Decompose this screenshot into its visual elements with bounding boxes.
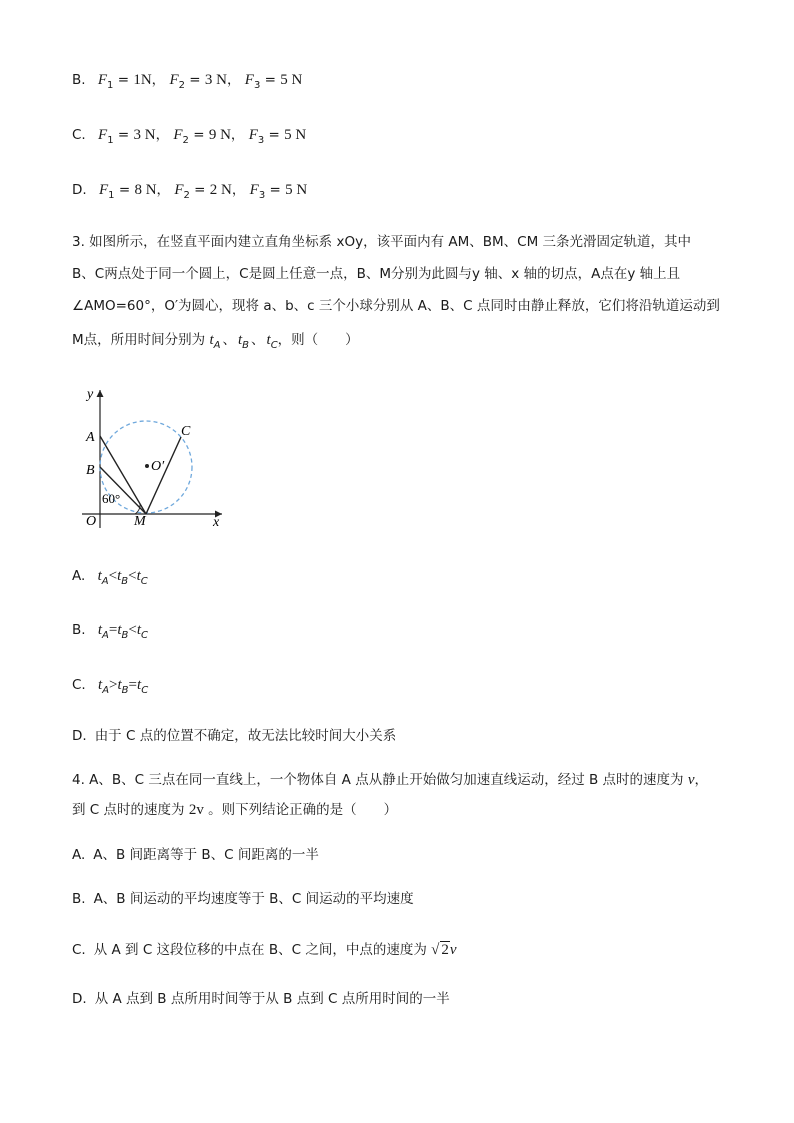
x-axis-label: x [213, 515, 220, 530]
point-a-label: A [86, 430, 95, 445]
q4-option-c: C. 从 A 到 C 这段位移的中点在 B、C 之间，中点的速度为 √ 2v [72, 942, 457, 958]
track-cm [146, 437, 181, 514]
y-axis-label: y [87, 387, 94, 402]
angle-label: 60° [102, 491, 121, 506]
q3-option-c: C. $t_A>t_B=t_C$ [72, 677, 149, 696]
q4-stem-line-1: 4. A、B、C 三点在同一直线上，一个物体自 A 点从静止开始做匀加速直线运动，经过 B 点时的速度为 v， [72, 772, 709, 788]
q3-stem-line-3: ∠AMO=60°，O′为圆心，现将 a、b、c 三个小球分别从 A、B、C 点同时由静止释放，它们将沿轨道运动到 [72, 298, 720, 314]
q4-option-b: B. A、B 间运动的平均速度等于 B、C 间运动的平均速度 [72, 891, 414, 907]
point-c-label: C [181, 424, 191, 439]
q3-option-b: B. $t_A=t_B<t_C$ [72, 622, 149, 641]
point-m-label: M [134, 514, 146, 529]
q4-stem-line-2: 到 C 点时的速度为 2v 。则下列结论正确的是（ ） [72, 802, 398, 818]
point-b-label: B [86, 463, 95, 478]
q3-figure [72, 380, 232, 530]
origin-label: O [86, 514, 97, 529]
center-label: O′ [151, 459, 165, 474]
q2-option-c: C. $F_1 = 3$ N， $F_2 = 9$ N， $F_3 = 5$ N [72, 127, 307, 146]
q3-stem-line-4: M点，所用时间分别为 $t_A$ 、 $t_B$ 、 $t_C$，则（ ） [72, 332, 359, 351]
q4-option-a: A. A、B 间距离等于 B、C 间距离的一半 [72, 847, 319, 863]
q3-option-a: A. $t_A<t_B<t_C$ [72, 568, 148, 587]
center-point [145, 464, 149, 468]
q3-stem-line-1: 3. 如图所示，在竖直平面内建立直角坐标系 xOy，该平面内有 AM、BM、CM 三条光滑固定轨道，其中 [72, 234, 692, 250]
q2-option-d: D. $F_1 = 8$ N， $F_2 = 2$ N， $F_3 = 5$ N [72, 182, 308, 201]
q4-option-d: D. 从 A 点到 B 点所用时间等于从 B 点到 C 点所用时间的一半 [72, 991, 450, 1007]
q2-option-b: B. $F_1 = 1N$， $F_2 = 3$ N， $F_3 = 5$ N [72, 72, 303, 91]
q3-stem-line-2: B、C两点处于同一个圆上，C是圆上任意一点，B、M分别为此圆与y 轴、x 轴的切点，A点在y 轴上且 [72, 266, 681, 282]
q3-option-d: D. 由于 C 点的位置不确定，故无法比较时间大小关系 [72, 728, 397, 744]
